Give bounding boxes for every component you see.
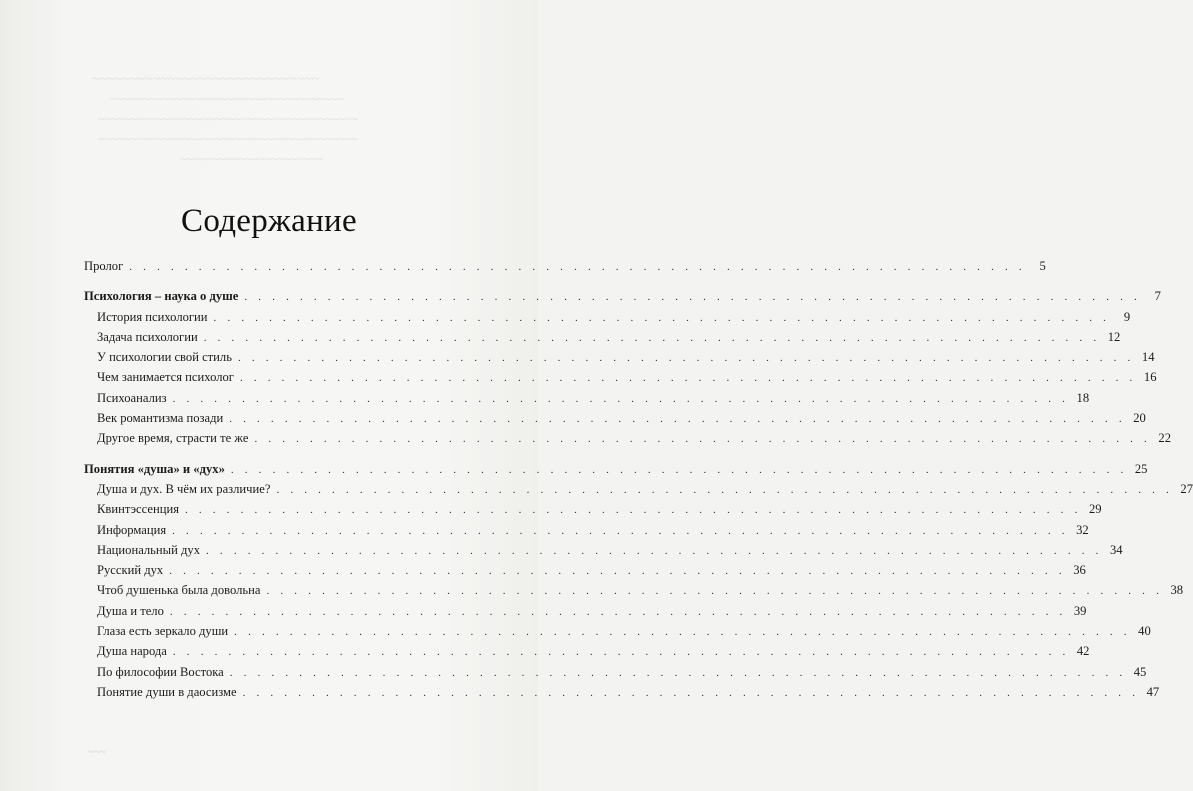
bleed-through-line: ~~~~~~~~~~~~~~~~~~~~~~~~~~~~~~~~~~~~~~~~: [98, 132, 358, 146]
toc-section-entry: [84, 459, 1148, 479]
toc-leader-dots: . . . . . . . . . . . . . . . . . . . . . . . . . . . . . . . . . . . . . . . . . . . . . . . . . . . . . . . . . . . . . . . . .: [234, 626, 1131, 639]
toc-leader-dots: . . . . . . . . . . . . . . . . . . . . . . . . . . . . . . . . . . . . . . . . . . . . . . . . . . . . . . . . . . . . . . . . .: [254, 433, 1151, 446]
toc-page-number: 32: [1076, 522, 1089, 537]
toc-entry-label: Век романтизма позади: [97, 411, 224, 426]
toc-entry-label: Квинтэссенция: [97, 502, 179, 517]
page-title: Содержание: [181, 203, 357, 240]
toc-leader-dots: . . . . . . . . . . . . . . . . . . . . . . . . . . . . . . . . . . . . . . . . . . . . . . . . . . . . . . . . . . . . . . . . .: [239, 372, 1137, 385]
toc-page-number: 25: [1134, 461, 1148, 476]
toc-page-number: 20: [1133, 411, 1146, 426]
toc-entry-label: Глаза есть зеркало души: [97, 624, 229, 639]
toc-entry: [84, 499, 1102, 519]
bleed-through-page-number: ~~~: [88, 746, 106, 758]
toc-entry: [84, 662, 1147, 682]
toc-entry: [84, 621, 1151, 641]
toc-leader-dots: . . . . . . . . . . . . . . . . . . . . . . . . . . . . . . . . . . . . . . . . . . . . . . . . . . . . . . . . . . . . . . . . .: [172, 646, 1070, 659]
toc-entry: [84, 580, 1184, 600]
toc-entry: [84, 601, 1087, 621]
toc-page-number: 16: [1143, 370, 1157, 385]
toc-entry-label: По философии Востока: [97, 664, 224, 679]
toc-section-entry: [84, 286, 1161, 306]
toc-entry-label: Чем занимается психолог: [97, 370, 234, 385]
toc-page-number: 42: [1076, 644, 1090, 659]
toc-leader-dots: . . . . . . . . . . . . . . . . . . . . . . . . . . . . . . . . . . . . . . . . . . . . . . . . . . . . . . . . . . . . . . . . .: [206, 544, 1103, 557]
toc-leader-dots: . . . . . . . . . . . . . . . . . . . . . . . . . . . . . . . . . . . . . . . . . . . . . . . . . . . . . . . . . . . . . . . . .: [237, 352, 1135, 365]
toc-entry-label: Понятия «душа» и «дух»: [84, 461, 225, 476]
toc-entry-label: Понятие души в даосизме: [97, 684, 237, 699]
toc-leader-dots: . . . . . . . . . . . . . . . . . . . . . . . . . . . . . . . . . . . . . . . . . . . . . . . . . . . . . . . . . . . . . . . . .: [230, 463, 1128, 476]
toc-entry-label: Душа и дух. В чём их различие?: [97, 481, 271, 496]
toc-leader-dots: . . . . . . . . . . . . . . . . . . . . . . . . . . . . . . . . . . . . . . . . . . . . . . . . . . . . . . . . . . . . . . . . .: [229, 666, 1127, 679]
toc-entry: [84, 388, 1090, 408]
toc-entry: [84, 428, 1171, 448]
toc-entry-label: Информация: [97, 522, 167, 537]
toc-entry-label: Душа народа: [97, 644, 167, 659]
toc-page-number: 5: [1039, 259, 1046, 273]
toc-page-number: 39: [1073, 603, 1087, 618]
toc-page-number: 7: [1154, 289, 1161, 304]
toc-entry-label: Психоанализ: [97, 390, 167, 405]
toc-page-number: 27: [1180, 481, 1193, 496]
toc-leader-dots: . . . . . . . . . . . . . . . . . . . . . . . . . . . . . . . . . . . . . . . . . . . . . . . . . . . . . . . . . . . . . . . . .: [229, 413, 1126, 426]
toc-entry: [84, 256, 1046, 276]
toc-page-number: 14: [1141, 350, 1155, 365]
toc-entry-label: История психологии: [97, 309, 208, 324]
toc-entry: [84, 307, 1131, 327]
toc-page-number: 40: [1138, 624, 1151, 639]
table-of-contents: [84, 256, 1193, 702]
toc-page-number: 12: [1107, 329, 1121, 344]
toc-page-number: 36: [1073, 563, 1086, 578]
toc-page-number: 38: [1170, 583, 1184, 598]
bleed-through-text: [98, 132, 358, 147]
toc-leader-dots: . . . . . . . . . . . . . . . . . . . . . . . . . . . . . . . . . . . . . . . . . . . . . . . . . . . . . . . . . . . . . . . . .: [242, 686, 1140, 699]
toc-entry-label: Задача психологии: [97, 329, 198, 344]
toc-entry: [84, 408, 1146, 428]
toc-page-number: 45: [1133, 664, 1147, 679]
bleed-through-text: [110, 92, 344, 107]
toc-page-number: 47: [1146, 684, 1160, 699]
toc-entry-label: Психология – наука о душе: [84, 289, 239, 304]
toc-leader-dots: . . . . . . . . . . . . . . . . . . . . . . . . . . . . . . . . . . . . . . . . . . . . . . . . . . . . . . . . . . . . . . . . .: [203, 331, 1101, 344]
bleed-through-line: ~~~~~~~~~~~~~~~~~~~~~~~~~~~~~~~~~~~~~~~~: [98, 112, 358, 126]
toc-entry-label: Национальный дух: [97, 542, 201, 557]
toc-leader-dots: . . . . . . . . . . . . . . . . . . . . . . . . . . . . . . . . . . . . . . . . . . . . . . . . . . . . . . . . . . . . . . . . .: [213, 311, 1111, 324]
toc-entry: [84, 540, 1123, 560]
toc-entry: [84, 682, 1160, 702]
bleed-through-line: ~~~~~~~~~~~~~~~~~~~~~~~~~~~~~~: [92, 72, 320, 87]
toc-page-number: 29: [1088, 502, 1102, 517]
toc-leader-dots: . . . . . . . . . . . . . . . . . . . . . . . . . . . . . . . . . . . . . . . . . . . . . . . . . . . . . . . . . . . . . . . . .: [184, 504, 1082, 517]
toc-entry-label: Русский дух: [97, 563, 164, 578]
bleed-through-line: ~~~~~~~~~~~~~~~~~~~~~~~~~~~~~~~~~~~~: [110, 92, 344, 106]
toc-entry: [84, 347, 1155, 367]
toc-leader-dots: . . . . . . . . . . . . . . . . . . . . . . . . . . . . . . . . . . . . . . . . . . . . . . . . . . . . . . . . . . . . . . . . .: [172, 524, 1069, 537]
toc-entry-label: Душа и тело: [97, 603, 164, 618]
toc-leader-dots: . . . . . . . . . . . . . . . . . . . . . . . . . . . . . . . . . . . . . . . . . . . . . . . . . . . . . . . . . . . . . . . . .: [266, 585, 1164, 598]
bleed-through-text: [98, 112, 358, 127]
toc-leader-dots: . . . . . . . . . . . . . . . . . . . . . . . . . . . . . . . . . . . . . . . . . . . . . . . . . . . . . . . . . . . . . . . . .: [244, 291, 1141, 304]
toc-leader-dots: . . . . . . . . . . . . . . . . . . . . . . . . . . . . . . . . . . . . . . . . . . . . . . . . . . . . . . . . . . . . . . . . .: [129, 261, 1026, 273]
toc-entry-label: Пролог: [84, 259, 124, 273]
toc-entry-label: У психологии свой стиль: [97, 350, 232, 365]
toc-leader-dots: . . . . . . . . . . . . . . . . . . . . . . . . . . . . . . . . . . . . . . . . . . . . . . . . . . . . . . . . . . . . . . . . .: [169, 565, 1066, 578]
toc-entry-label: Чтоб душенька была довольна: [97, 583, 261, 598]
toc-leader-dots: . . . . . . . . . . . . . . . . . . . . . . . . . . . . . . . . . . . . . . . . . . . . . . . . . . . . . . . . . . . . . . . . .: [276, 483, 1173, 496]
toc-entry: [84, 560, 1086, 580]
toc-entry: [84, 520, 1089, 540]
toc-page-number: 18: [1076, 390, 1090, 405]
toc-entry: [84, 367, 1157, 387]
toc-entry: [84, 479, 1193, 499]
toc-leader-dots: . . . . . . . . . . . . . . . . . . . . . . . . . . . . . . . . . . . . . . . . . . . . . . . . . . . . . . . . . . . . . . . . .: [172, 392, 1070, 405]
toc-entry: [84, 641, 1090, 661]
toc-page-number: 22: [1158, 431, 1171, 446]
bleed-through-text: [92, 72, 319, 87]
bleed-through-line: ~~~~~~~~~~~~~~~~~~~~~~: [180, 152, 323, 166]
bleed-through-text: [180, 152, 323, 167]
toc-entry: [84, 327, 1121, 347]
toc-page-number: 9: [1123, 309, 1131, 324]
toc-page-number: 34: [1110, 542, 1123, 557]
toc-leader-dots: . . . . . . . . . . . . . . . . . . . . . . . . . . . . . . . . . . . . . . . . . . . . . . . . . . . . . . . . . . . . . . . . .: [169, 605, 1067, 618]
toc-entry-label: Другое время, страсти те же: [97, 431, 249, 446]
